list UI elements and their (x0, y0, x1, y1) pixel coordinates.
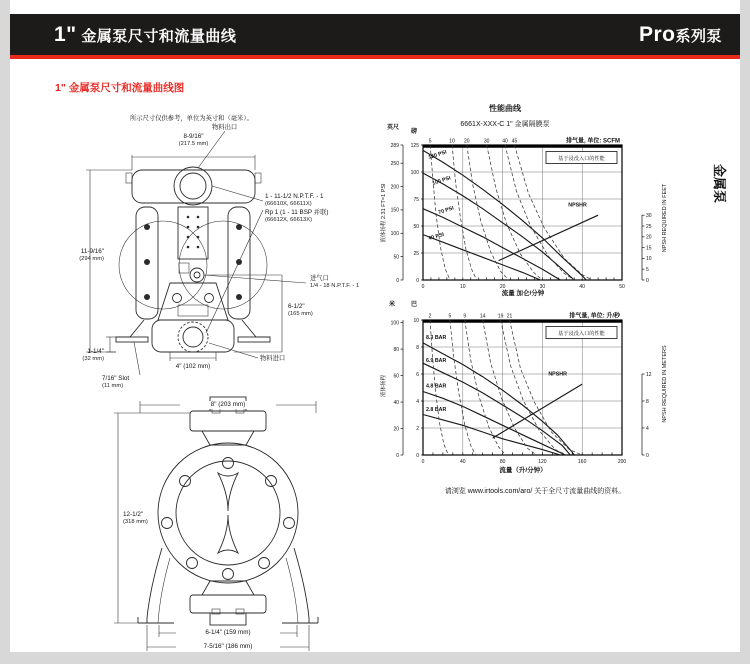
air-inlet-name: 进气口 (310, 275, 329, 282)
side-tab-label: 金属泵 (712, 164, 727, 204)
npsh-tick: 20 (646, 234, 652, 241)
series-70 PSI (423, 209, 560, 280)
air-tick: 14 (479, 313, 486, 320)
top-axis-label: 排气量, 单位: SCFM (566, 138, 620, 145)
npsh-tick: 10 (646, 256, 652, 263)
front-dim-air-mm: (165 mm) (288, 311, 313, 318)
y-tick: 50 (413, 223, 419, 230)
series-title (639, 23, 722, 47)
side-tab-metal-pump (712, 164, 730, 222)
y-tick: 0 (416, 452, 419, 459)
series-label-6.9 BAR: 6.9 BAR (425, 357, 447, 364)
head-axis-label-meters: 液体扬程 (381, 375, 387, 398)
air-tick: 5 (448, 313, 452, 320)
npsh-axis-label-meters: NPSH REQUIRED IN METERS (662, 345, 668, 423)
npsh-tick: 15 (646, 245, 652, 252)
y-tick: 4 (416, 398, 419, 405)
top-axis-label: 排气量, 单位: 升/秒 (569, 313, 620, 320)
note-box-text: 基于浸没入口的性能 (558, 330, 605, 337)
plot-border (423, 145, 622, 280)
y-axis-unit-psi: 磅 (411, 129, 418, 135)
outer-y-tick: 100 (390, 231, 399, 238)
series-label-8.3 BAR: 8.3 BAR (425, 334, 447, 341)
y-tick: 8 (416, 344, 419, 351)
air-tick: 21 (506, 313, 513, 320)
x-tick: 200 (617, 459, 627, 465)
thread-line-3: Rp 1 (1 - 11 BSP 并联) (265, 208, 329, 216)
y-tick: 25 (413, 250, 419, 257)
chart-title: 性能曲线 (489, 104, 521, 113)
outer-y-tick: 100 (390, 320, 399, 327)
front-dim-air-in: 6-1/2" (288, 303, 305, 310)
x-tick: 0 (421, 459, 425, 465)
series-NPSH (499, 215, 598, 260)
npsh-tick: 8 (646, 398, 649, 405)
front-dim-width-mm: (217.5 mm) (178, 141, 209, 148)
chart-plot-gpm (385, 135, 685, 295)
page-title-size: 1" (54, 22, 77, 46)
y-tick: 2 (416, 425, 419, 432)
x-tick: 120 (538, 459, 547, 465)
front-dim-slot (102, 375, 182, 391)
front-dim-inlet-width: 4" (102 mm) (175, 363, 211, 370)
front-view-drawing (60, 115, 390, 415)
series-label-4.8 BAR: 4.8 BAR (425, 383, 447, 390)
front-dim-slot-mm: (11 mm) (102, 383, 124, 390)
y-axis-unit-feet: 英尺 (387, 125, 400, 131)
port-thread-label (265, 193, 387, 224)
thread-line-2: (66610X, 66611X) (265, 201, 312, 208)
x-tick: 50 (619, 284, 625, 290)
y-axis-unit-bar: 巴 (411, 302, 418, 308)
side-dim-height-mm: (318 mm) (123, 519, 148, 526)
page-header (10, 14, 740, 55)
front-dim-width (132, 133, 255, 149)
footer-caption: 请浏览 www.irtools.com/aro/ 关于全尺寸流量曲线的资料。 (444, 488, 626, 495)
front-dim-height-mm: (294 mm) (79, 256, 104, 263)
outer-y-tick: 200 (390, 184, 399, 191)
x-tick: 40 (460, 459, 466, 465)
y-tick: 125 (410, 142, 419, 149)
side-dim-feet-inner: 6-1/4" (159 mm) (176, 629, 280, 637)
air-tick: 40 (502, 138, 508, 145)
series-21 l-s (510, 320, 583, 455)
series-label-NPSH: NPSHR (568, 202, 587, 209)
series-label-40 PSI: 40 PSI (427, 231, 445, 242)
x-tick: 0 (421, 284, 425, 290)
outer-y-tick: 50 (393, 254, 399, 261)
page-title-text: 金属泵尺寸和流量曲线 (81, 27, 237, 45)
side-view-drawing (100, 393, 360, 659)
series-40 PSI (423, 235, 540, 280)
brand-name: Pro (638, 22, 676, 46)
outer-y-tick: 60 (393, 373, 399, 380)
series-label-100 PSI: 100 PSI (431, 175, 452, 187)
series-label-NPSH: NPSHR (548, 371, 567, 378)
outer-y-tick: 150 (390, 207, 399, 214)
outer-y-tick: 250 (390, 161, 399, 168)
outer-y-tick: 0 (396, 277, 399, 284)
y-axis-unit-meters: 米 (389, 302, 396, 308)
front-dim-foot-mm: (32 mm) (82, 356, 104, 363)
y-tick: 6 (416, 371, 419, 378)
air-tick: 45 (511, 138, 518, 145)
npsh-tick: 5 (646, 267, 649, 273)
inlet-label: 物料进口 (260, 355, 286, 362)
y-tick: 10 (413, 317, 419, 324)
outlet-label: 物料出口 (212, 124, 238, 131)
drawing-note: 所示尺寸仅供参考，单位为英寸和（毫米）。 (130, 115, 253, 122)
npsh-tick: 30 (646, 213, 652, 219)
npsh-tick: 0 (646, 277, 649, 284)
chart-subtitle: 6661X-XXX-C 1" 金属隔膜泵 (460, 121, 550, 128)
air-tick: 9 (463, 313, 467, 320)
outer-y-tick: 289 (390, 142, 399, 149)
side-dim-height (123, 511, 167, 527)
note-box-text: 基于浸没入口的性能 (558, 155, 605, 162)
series-120 PSI (423, 150, 586, 280)
front-dim-foot-in: 1-1/4" (87, 348, 104, 355)
front-dim-slot-in: 7/16" Slot (102, 375, 130, 382)
section-title: 1" 金属泵尺寸和流量曲线图 (55, 82, 185, 94)
series-label-2.8 BAR: 2.8 BAR (425, 407, 447, 414)
npsh-axis-label-feet: NPSH REQUIRED IN FEET (662, 183, 668, 253)
side-dim-width: 8" (203 mm) (180, 401, 276, 409)
y-tick: 75 (413, 196, 419, 203)
y-tick: 100 (410, 169, 419, 176)
outer-y-tick: 40 (393, 399, 399, 406)
y-tick: 0 (416, 277, 419, 284)
series-40 SCFM (505, 145, 574, 280)
chart-plot-lpm (385, 310, 685, 470)
x-tick: 20 (499, 284, 506, 290)
air-tick: 5 (428, 138, 432, 145)
x-tick: 160 (578, 459, 587, 465)
page-title (54, 23, 236, 47)
front-dim-height-in: 11-9/16" (80, 248, 104, 255)
npsh-tick: 4 (646, 425, 649, 432)
air-tick: 19 (497, 313, 504, 320)
thread-line-1: 1 - 11-1/2 N.P.T.F. - 1 (265, 193, 324, 200)
series-label-120 PSI: 120 PSI (427, 149, 448, 161)
series-10 SCFM (452, 145, 477, 280)
x-axis-label-lpm: 流量（升/分钟） (499, 467, 547, 474)
series-30 SCFM (487, 145, 543, 280)
red-rule (10, 55, 740, 59)
front-dim-width-in: 8-9/16" (183, 133, 204, 140)
x-tick: 80 (499, 459, 506, 465)
air-tick: 2 (428, 313, 432, 320)
side-dim-height-in: 12-1/2" (123, 511, 144, 518)
outer-y-tick: 80 (393, 346, 399, 353)
outer-y-tick: 0 (396, 452, 399, 459)
outer-y-tick: 20 (393, 426, 399, 433)
front-dim-height (60, 248, 104, 264)
brand-suffix: 系列泵 (675, 27, 722, 45)
air-tick: 20 (463, 138, 470, 145)
x-tick: 10 (460, 284, 466, 290)
x-axis-label-gpm: 流量 加仑/分钟 (501, 290, 545, 297)
npsh-tick: 25 (646, 223, 652, 230)
air-inlet-thread: 1/4 - 18 N.P.T.F. - 1 (310, 283, 360, 290)
series-label-70 PSI: 70 PSI (437, 205, 455, 217)
front-dim-air (288, 303, 348, 319)
air-tick: 10 (449, 138, 455, 145)
x-tick: 40 (579, 284, 585, 290)
thread-line-4: (66612X, 66613X) (265, 216, 313, 223)
page (10, 0, 740, 652)
air-inlet-label (310, 275, 390, 291)
x-tick: 30 (539, 284, 546, 290)
npsh-tick: 12 (646, 371, 652, 378)
front-dim-foot (60, 348, 104, 364)
npsh-tick: 0 (646, 452, 649, 459)
air-tick: 30 (483, 138, 490, 145)
side-dim-feet-outer: 7-5/16" (186 mm) (176, 643, 280, 651)
head-axis-label-feet: 液体扬程 2.31 FT=1 PSI (381, 183, 387, 243)
